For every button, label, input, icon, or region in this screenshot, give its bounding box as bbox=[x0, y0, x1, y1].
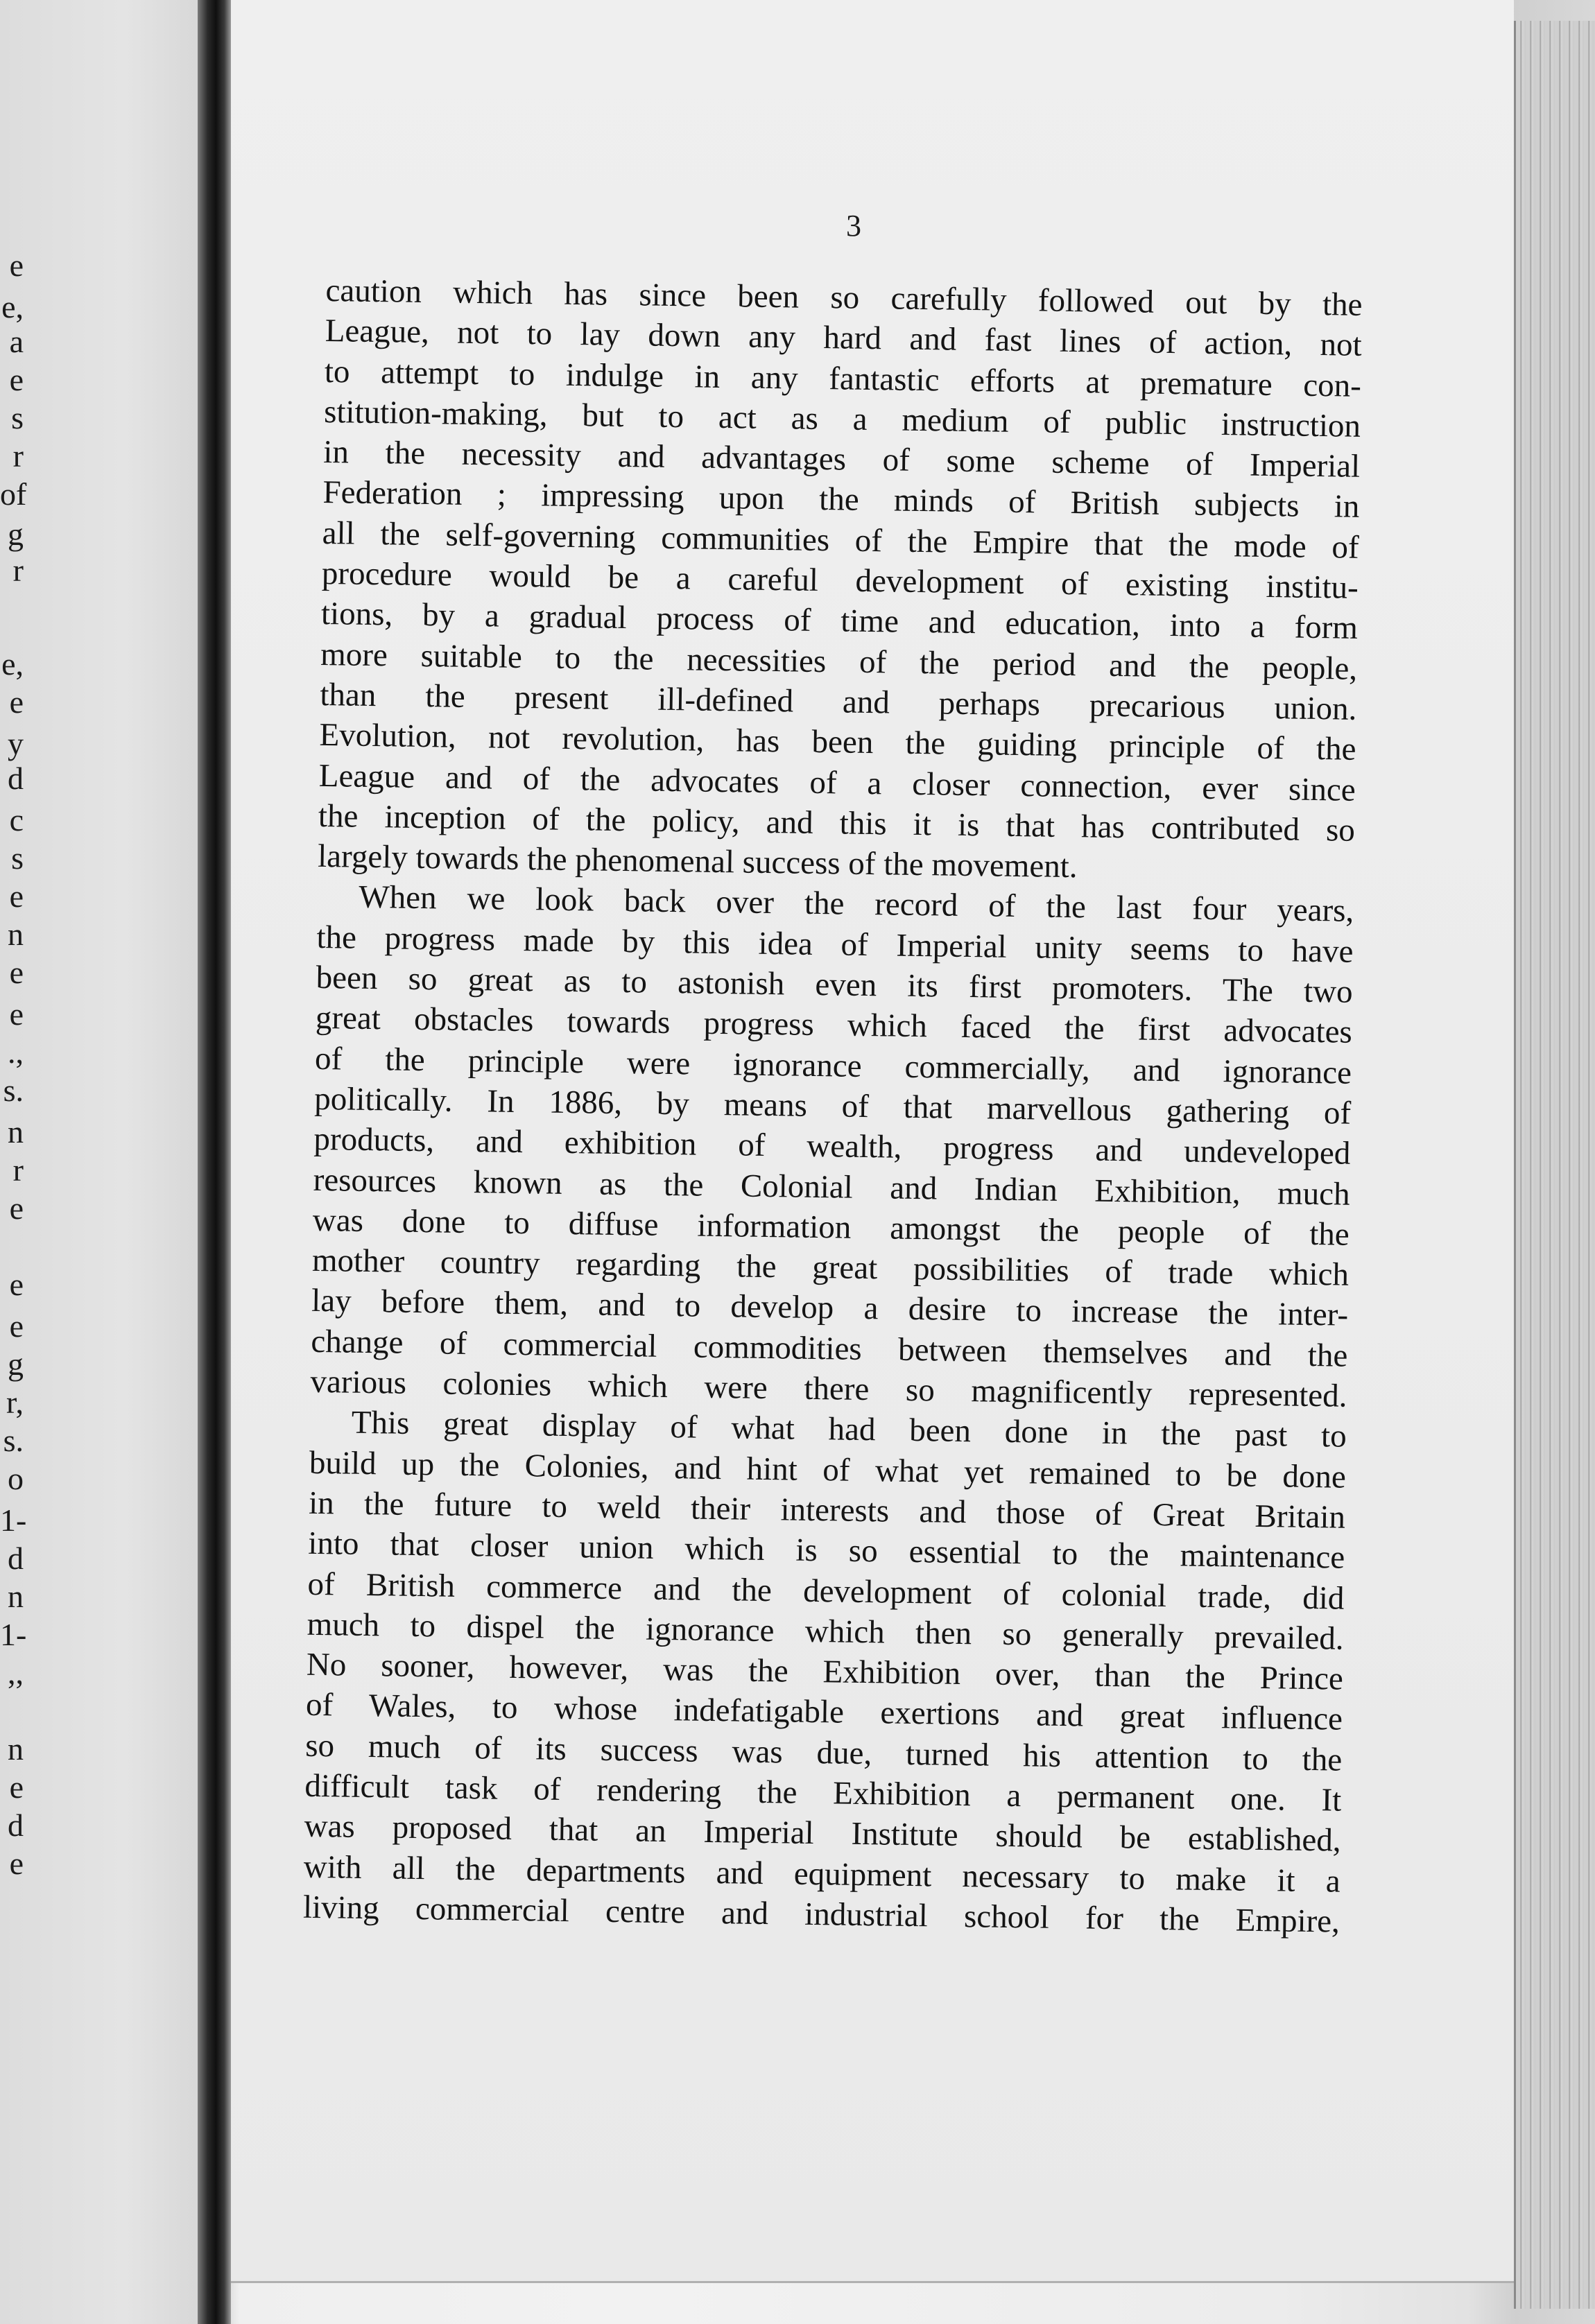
text-line: to attempt to indulge in any fantastic efforts at premature con- bbox=[324, 353, 1362, 404]
left-page-fragment: r bbox=[12, 553, 24, 588]
left-page-fragment: c bbox=[9, 802, 24, 838]
left-page-fragment: e bbox=[9, 1190, 24, 1226]
text-line: stitution-making, but to act as a medium of public instruction bbox=[323, 393, 1361, 444]
left-page-fragment: e bbox=[9, 996, 24, 1032]
text-line: tions, by a gradual process of time and education, into a form bbox=[320, 596, 1359, 647]
text-line: products, and exhibition of wealth, progress and undeveloped bbox=[313, 1121, 1351, 1172]
text-line: caution which has since been so carefully followed out by the bbox=[325, 272, 1363, 323]
left-page-fragment: n bbox=[8, 1731, 24, 1767]
left-page-fragment: g bbox=[8, 517, 24, 552]
left-page-fragment: e bbox=[9, 955, 24, 990]
left-page-fragment: a bbox=[9, 324, 24, 359]
left-page-fragment: y bbox=[8, 726, 24, 761]
left-page-fragment: r, bbox=[6, 1385, 24, 1420]
text-line: of the principle were ignorance commercially, and ignorance bbox=[314, 1040, 1352, 1091]
text-line: League and of the advocates of a closer connection, ever since bbox=[318, 757, 1356, 808]
text-line: League, not to lay down any hard and fast lines of action, not bbox=[325, 313, 1362, 364]
text-line: of Wales, to whose indefatigable exertions and great influence bbox=[305, 1687, 1343, 1738]
left-page-fragment: g bbox=[8, 1346, 24, 1382]
text-line: Evolution, not revolution, has been the guiding principle of the bbox=[319, 717, 1356, 768]
text-line: in the future to weld their interests and those of Great Britain bbox=[308, 1484, 1346, 1536]
text-line: was done to diffuse information amongst the people of the bbox=[312, 1202, 1350, 1253]
left-page-fragment: 1- bbox=[0, 1617, 27, 1652]
left-page-fragment: ., bbox=[8, 1034, 24, 1070]
text-line: When we look back over the record of the last four years, bbox=[359, 879, 1354, 930]
text-line: Federation ; impressing upon the minds of British subjects in bbox=[322, 474, 1360, 526]
text-line: with all the departments and equipment necessary to make it a bbox=[303, 1848, 1341, 1900]
text-line: mother country regarding the great possibilities of trade which bbox=[311, 1242, 1350, 1293]
text-line: much to dispel the ignorance which then so generally prevailed. bbox=[307, 1606, 1344, 1657]
left-page-fragment: 1- bbox=[0, 1502, 27, 1538]
left-page-fragment: n bbox=[8, 917, 24, 952]
left-page-fragment: r bbox=[12, 438, 24, 474]
left-page-fragment: r bbox=[12, 1152, 24, 1188]
text-line: This great display of what had been done in the past to bbox=[351, 1404, 1347, 1455]
text-line: of British commerce and the development of colonial trade, did bbox=[307, 1566, 1345, 1617]
left-page-fragment: e, bbox=[1, 289, 24, 324]
text-line: great obstacles towards progress which faced the first advocates bbox=[315, 1000, 1353, 1051]
text-line: politically. In 1886, by means of that marvellous gathering of bbox=[313, 1080, 1352, 1131]
text-line: largely towards the phenomenal success of the movement. bbox=[317, 838, 1078, 885]
body-text bbox=[303, 270, 1363, 1942]
text-line: more suitable to the necessities of the period and the people, bbox=[320, 636, 1358, 687]
text-line: procedure would be a careful development of existing institu- bbox=[321, 555, 1359, 606]
text-line: build up the Colonies, and hint of what yet remained to be done bbox=[309, 1444, 1347, 1495]
left-page-fragment: e bbox=[9, 248, 24, 283]
left-page-fragment: s bbox=[11, 840, 24, 876]
left-page-fragment: e bbox=[9, 1308, 24, 1344]
left-page-fragment: e bbox=[9, 684, 24, 720]
page-edges bbox=[1514, 21, 1595, 2309]
left-page-fragment: e bbox=[9, 362, 24, 397]
left-page-fragment: o bbox=[8, 1461, 24, 1496]
left-page-fragment: d bbox=[8, 761, 24, 796]
text-line: than the present ill-defined and perhaps precarious union. bbox=[320, 676, 1357, 727]
text-line: difficult task of rendering the Exhibition a permanent one. It bbox=[304, 1767, 1342, 1819]
left-page-fragment: e bbox=[9, 1267, 24, 1302]
left-facing-page bbox=[0, 0, 209, 2324]
left-page-fragment: e bbox=[9, 1769, 24, 1805]
left-page-fragment: e bbox=[9, 1846, 24, 1881]
left-page-fragment: ,, bbox=[8, 1655, 24, 1690]
binding-gutter bbox=[198, 0, 231, 2324]
text-line: various colonies which were there so magnificently represented. bbox=[310, 1363, 1347, 1414]
left-page-fragment: e bbox=[9, 878, 24, 914]
text-line: all the self-governing communities of the Empire that the mode of bbox=[322, 514, 1359, 566]
left-page-fragment: e, bbox=[1, 646, 24, 682]
text-line: resources known as the Colonial and Indian Exhibition, much bbox=[313, 1161, 1350, 1213]
left-page-fragment: s bbox=[11, 400, 24, 435]
text-line: been so great as to astonish even its first promoters. The two bbox=[316, 959, 1353, 1010]
text-line: the progress made by this idea of Imperial unity seems to have bbox=[316, 919, 1354, 970]
page-number: 3 bbox=[846, 209, 861, 243]
text-line: was proposed that an Imperial Institute should be established, bbox=[304, 1808, 1341, 1859]
text-line: No sooner, however, was the Exhibition over, than the Prince bbox=[306, 1646, 1344, 1697]
left-page-fragment: d bbox=[8, 1541, 24, 1576]
left-page-fragment: s. bbox=[3, 1073, 24, 1108]
text-line: so much of its success was due, turned his attention to the bbox=[304, 1727, 1343, 1778]
text-line: into that closer union which is so essential to the maintenance bbox=[307, 1525, 1345, 1576]
text-line: in the necessity and advantages of some scheme of Imperial bbox=[322, 434, 1361, 485]
left-page-fragment: n bbox=[8, 1114, 24, 1150]
left-page-fragment: s. bbox=[3, 1423, 24, 1458]
text-line: lay before them, and to develop a desire to increase the inter- bbox=[311, 1283, 1349, 1334]
text-line: change of commercial commodities between themselves and the bbox=[311, 1323, 1348, 1374]
left-page-fragment: n bbox=[8, 1579, 24, 1614]
left-page-fragment: d bbox=[8, 1807, 24, 1843]
text-line: the inception of the policy, and this it is that has contributed so bbox=[318, 797, 1356, 849]
left-page-fragment: of bbox=[0, 476, 27, 512]
text-line: living commercial centre and industrial school for the Empire, bbox=[302, 1889, 1340, 1940]
